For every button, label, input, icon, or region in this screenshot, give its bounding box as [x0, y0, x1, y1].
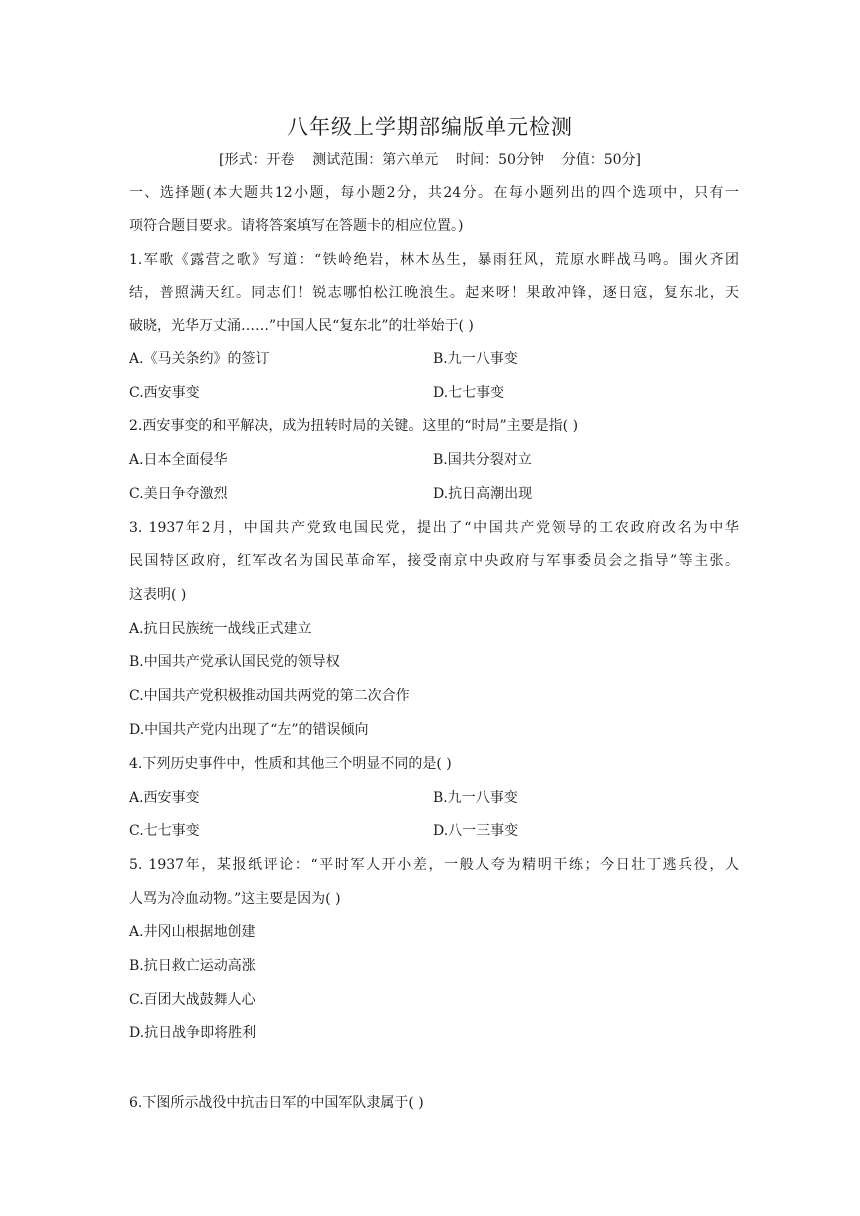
question-3-option-c: C.中国共产党积极推动国共两党的第二次合作	[129, 688, 410, 704]
question-2-option-a: A.日本全面侵华	[129, 452, 228, 468]
question-5-stem-line-2: 人骂为冷血动物。”这主要是因为( )	[129, 891, 341, 907]
question-5-option-a: A.井冈山根据地创建	[129, 924, 256, 940]
question-3-option-b: B.中国共产党承认国民党的领导权	[129, 654, 340, 670]
question-5-option-b: B.抗日救亡运动高涨	[129, 958, 256, 974]
question-5-option-c: C.百团大战鼓舞人心	[129, 992, 256, 1008]
section-heading-line-1: 一、选择题(本大题共12小题，每小题2分，共24分。在每小题列出的四个选项中，只有一	[129, 185, 739, 201]
question-1-option-c: C.西安事变	[129, 385, 200, 401]
question-5-option-d: D.抗日战争即将胜利	[129, 1025, 257, 1041]
question-4-option-a: A.西安事变	[129, 790, 200, 806]
question-3-stem-line-1: 3. 1937年2月，中国共产党致电国民党，提出了“中国共产党领导的工农政府改名为中华	[129, 520, 739, 536]
question-2-option-d: D.抗日高潮出现	[433, 486, 533, 502]
question-6-stem-line-1: 6.下图所示战役中抗击日军的中国军队隶属于( )	[129, 1095, 424, 1111]
question-4-stem-line-1: 4.下列历史事件中，性质和其他三个明显不同的是( )	[129, 756, 452, 772]
question-3-stem-line-3: 这表明( )	[129, 587, 187, 603]
question-4-option-c: C.七七事变	[129, 823, 200, 839]
question-2-stem-line-1: 2.西安事变的和平解决，成为扭转时局的关键。这里的“时局”主要是指( )	[129, 418, 579, 434]
question-4-option-d: D.八一三事变	[433, 823, 519, 839]
question-2-option-b: B.国共分裂对立	[433, 452, 532, 468]
question-4-option-b: B.九一八事变	[433, 790, 518, 806]
question-3-option-d: D.中国共产党内出现了“左”的错误倾向	[129, 722, 369, 738]
question-2-option-c: C.美日争夺激烈	[129, 486, 228, 502]
question-1-stem-line-1: 1.军歌《露营之歌》写道：“铁岭绝岩，林木丛生，暴雨狂风，荒原水畔战马鸣。围火齐团	[129, 252, 739, 268]
question-1-option-a: A.《马关条约》的签订	[129, 351, 270, 367]
question-3-option-a: A.抗日民族统一战线正式建立	[129, 621, 312, 637]
question-1-stem-line-2: 结，普照满天红。同志们！锐志哪怕松江晚浪生。起来呀！果敢冲锋，逐日寇，复东北，天	[129, 285, 739, 301]
question-3-stem-line-2: 民国特区政府，红军改名为国民革命军，接受南京中央政府与军事委员会之指导”等主张。	[129, 553, 739, 569]
question-1-stem-line-3: 破晓，光华万丈涌……”中国人民“复东北”的壮举始于( )	[129, 318, 474, 334]
question-1-option-d: D.七七事变	[433, 385, 505, 401]
exam-meta-info: [形式：开卷 测试范围：第六单元 时间：50分钟 分值：50分]	[219, 152, 641, 168]
exam-title: 八年级上学期部编版单元检测	[287, 115, 573, 139]
question-1-option-b: B.九一八事变	[433, 351, 518, 367]
question-5-stem-line-1: 5. 1937年，某报纸评论：“平时军人开小差，一般人夸为精明干练；今日壮丁逃兵役，人	[129, 857, 739, 873]
section-heading-line-2: 项符合题目要求。请将答案填写在答题卡的相应位置。)	[129, 218, 464, 234]
